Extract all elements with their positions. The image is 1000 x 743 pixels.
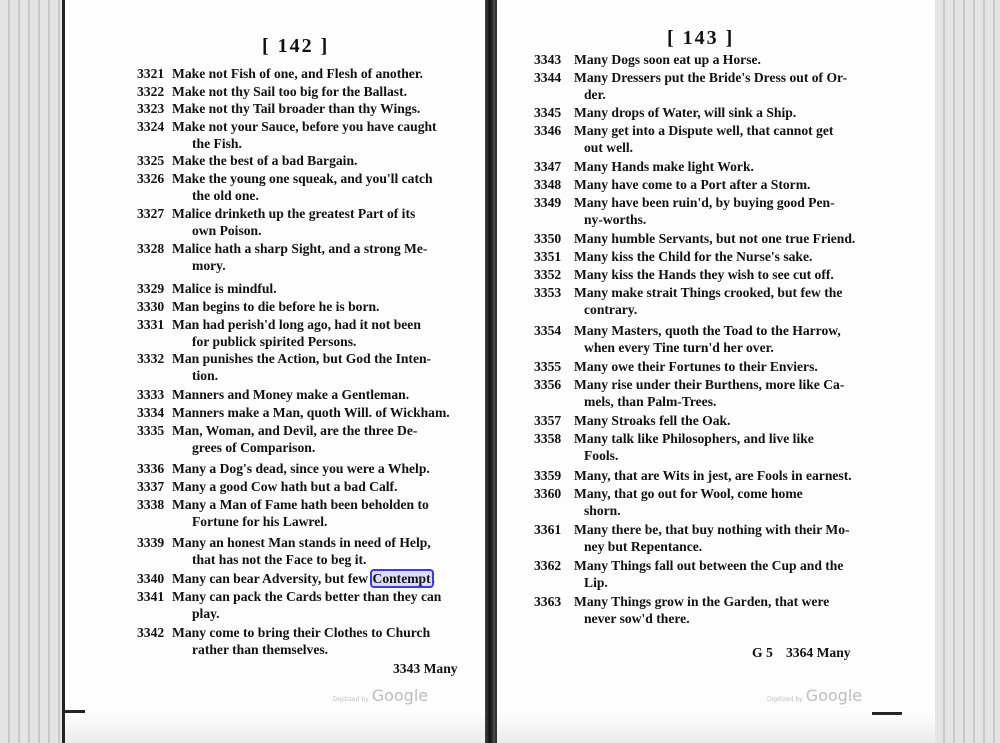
entry-text-continued: when every Tine turn'd her over.: [584, 340, 774, 355]
catchword: 3364 Many: [786, 645, 851, 660]
entry-text: Many humble Servants, but not one true Friend.: [574, 231, 856, 246]
entry-text: Many, that go out for Wool, come home: [574, 486, 803, 501]
entry-number: 3324: [137, 119, 165, 134]
entry-number: 3333: [137, 387, 165, 402]
entry-text: Man had perish'd long ago, had it not been: [172, 317, 421, 332]
entry-text: Make not thy Sail too big for the Ballast.: [172, 84, 408, 99]
catchword: 3343 Many: [393, 661, 458, 676]
google-watermark: Digitized by Google: [767, 686, 863, 705]
entry-number: 3332: [137, 351, 165, 366]
entry-text: Man begins to die before he is born.: [172, 299, 380, 314]
entry-number: 3327: [137, 206, 165, 221]
entry-number: 3354: [534, 323, 562, 338]
entry-text-continued: that has not the Face to beg it.: [192, 552, 367, 567]
viewer-frame-left: [0, 0, 62, 743]
entry-number: 3360: [534, 486, 562, 501]
entry-text-continued: play.: [192, 606, 220, 621]
entry-number: 3323: [137, 101, 165, 116]
entry-text-continued: der.: [584, 87, 606, 102]
entry-number: 3356: [534, 377, 562, 392]
signature-mark: G 5: [752, 645, 773, 660]
entry-number: 3361: [534, 522, 562, 537]
entry-number: 3322: [137, 84, 165, 99]
entry-text: Many Things fall out between the Cup and the: [574, 558, 844, 573]
entry-text: Make not your Sauce, before you have caught: [172, 119, 437, 134]
entry-text-continued: mory.: [192, 258, 226, 273]
entry-text: Many there be, that buy nothing with their Mo-: [574, 522, 850, 537]
entry-number: 3338: [137, 497, 165, 512]
entry-text: Make not Fish of one, and Flesh of another.: [172, 66, 423, 81]
entry-number: 3326: [137, 171, 165, 186]
entry-number: 3342: [137, 625, 165, 640]
entry-text-continued: shorn.: [584, 503, 621, 518]
entry-text: Manners make a Man, quoth Will. of Wickham.: [172, 405, 450, 420]
entry-number: 3357: [534, 413, 562, 428]
entry-number: 3362: [534, 558, 562, 573]
entry-text: Many get into a Dispute well, that cannot get: [574, 123, 834, 138]
entry-text-continued: Lip.: [584, 575, 608, 590]
entry-text: Many make strait Things crooked, but few the: [574, 285, 843, 300]
entry-number: 3343: [534, 52, 562, 67]
page-number: [ 143 ]: [667, 27, 735, 49]
entry-text: Many a Man of Fame hath been beholden to: [172, 497, 429, 512]
entry-text: Many come to bring their Clothes to Church: [172, 625, 431, 640]
entry-number: 3336: [137, 461, 165, 476]
entry-text-continued: the Fish.: [192, 136, 242, 151]
entry-number: 3325: [137, 153, 165, 168]
entry-text-punctuation: .: [431, 571, 436, 586]
entry-text: Many a good Cow hath but a bad Calf.: [172, 479, 398, 494]
entry-number: 3351: [534, 249, 562, 264]
entry-text-continued: never sow'd there.: [584, 611, 690, 626]
entry-text-continued: the old one.: [192, 188, 259, 203]
entry-text: Many kiss the Hands they wish to see cut off.: [574, 267, 834, 282]
entry-number: 3334: [137, 405, 165, 420]
left-page: [62, 0, 488, 743]
entry-text: Many drops of Water, will sink a Ship.: [574, 105, 797, 120]
entry-number: 3329: [137, 281, 165, 296]
entry-number: 3358: [534, 431, 562, 446]
entry-text: Many can bear Adversity, but few Contempt.: [172, 571, 436, 586]
entry-text: Many Stroaks fell the Oak.: [574, 413, 731, 428]
entry-text-continued: out well.: [584, 140, 634, 155]
entry-text: Malice is mindful.: [172, 281, 277, 296]
entry-text-continued: grees of Comparison.: [192, 440, 316, 455]
entry-number: 3363: [534, 594, 562, 609]
entry-text-continued: ny-worths.: [584, 212, 647, 227]
entry-text: Many have been ruin'd, by buying good Pen-: [574, 195, 835, 210]
entry-text: Malice hath a sharp Sight, and a strong Me-: [172, 241, 428, 256]
entry-text: Many Dogs soon eat up a Horse.: [574, 52, 761, 67]
entry-text: Many kiss the Child for the Nurse's sake.: [574, 249, 813, 264]
entry-number: 3335: [137, 423, 165, 438]
entry-number: 3347: [534, 159, 562, 174]
google-watermark: Digitized by Google: [333, 686, 429, 705]
entry-text: Make not thy Tail broader than thy Wings.: [172, 101, 421, 116]
entry-text: Many a Dog's dead, since you were a Whelp.: [172, 461, 430, 476]
entry-number: 3346: [534, 123, 562, 138]
entry-text-continued: Fortune for his Lawrel.: [192, 514, 328, 529]
entry-text: Man, Woman, and Devil, are the three De-: [172, 423, 418, 438]
search-highlight[interactable]: Contempt: [372, 571, 431, 586]
viewer-frame-right: [935, 0, 1000, 743]
entry-number: 3341: [137, 589, 165, 604]
right-page: [495, 0, 935, 743]
entry-number: 3355: [534, 359, 562, 374]
entry-number: 3350: [534, 231, 562, 246]
entry-text: Make the young one squeak, and you'll catch: [172, 171, 433, 186]
book-spread: [62, 0, 935, 743]
entry-text-continued: rather than themselves.: [192, 642, 329, 657]
entry-number: 3339: [137, 535, 165, 550]
entry-text-continued: tion.: [192, 368, 219, 383]
entry-text-continued: Fools.: [584, 448, 619, 463]
entry-text-continued: mels, than Palm-Trees.: [584, 394, 717, 409]
entry-number: 3345: [534, 105, 562, 120]
book-gutter: [485, 0, 495, 743]
entry-text: Malice drinketh up the greatest Part of its: [172, 206, 416, 221]
entry-number: 3321: [137, 66, 165, 81]
entry-text: Make the best of a bad Bargain.: [172, 153, 358, 168]
entry-number: 3328: [137, 241, 165, 256]
entry-text: Manners and Money make a Gentleman.: [172, 387, 410, 402]
entry-text: Many have come to a Port after a Storm.: [574, 177, 811, 192]
entry-text: Many owe their Fortunes to their Enviers.: [574, 359, 818, 374]
entry-number: 3348: [534, 177, 562, 192]
entry-text: Many talk like Philosophers, and live like: [574, 431, 814, 446]
page-number: [ 142 ]: [262, 35, 330, 57]
entry-text: Many Masters, quoth the Toad to the Harrow,: [574, 323, 841, 338]
entry-text: Man punishes the Action, but God the Inten-: [172, 351, 432, 366]
entry-text: Many Hands make light Work.: [574, 159, 754, 174]
entry-number: 3352: [534, 267, 562, 282]
entry-text-continued: for publick spirited Persons.: [192, 334, 357, 349]
entry-number: 3330: [137, 299, 165, 314]
entry-number: 3349: [534, 195, 562, 210]
entry-number: 3359: [534, 468, 562, 483]
entry-text: Many rise under their Burthens, more like Ca-: [574, 377, 845, 392]
entry-text: Many can pack the Cards better than they can: [172, 589, 442, 604]
entry-text: Many Things grow in the Garden, that were: [574, 594, 830, 609]
entry-text-continued: own Poison.: [192, 223, 262, 238]
entry-text: Many Dressers put the Bride's Dress out of Or-: [574, 70, 848, 85]
entry-number: 3353: [534, 285, 562, 300]
entry-text: Many an honest Man stands in need of Help,: [172, 535, 431, 550]
entry-number: 3344: [534, 70, 562, 85]
entry-number: 3340: [137, 571, 165, 586]
entry-text: Many, that are Wits in jest, are Fools in earnest.: [574, 468, 852, 483]
entry-number: 3337: [137, 479, 165, 494]
entry-text-continued: ney but Repentance.: [584, 539, 703, 554]
entry-number: 3331: [137, 317, 165, 332]
entry-text-continued: contrary.: [584, 302, 638, 317]
